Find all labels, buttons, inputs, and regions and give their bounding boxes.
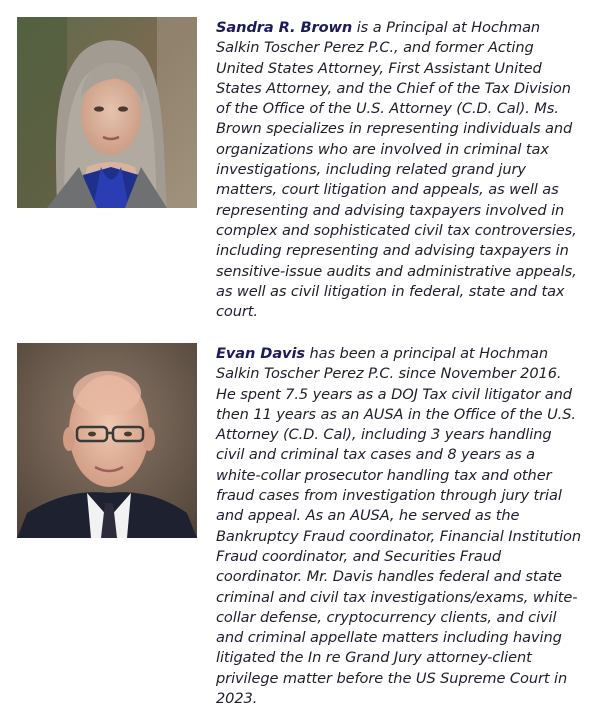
bio-description: is a Principal at Hochman Salkin Toscher Perez P.C., and former Acting United States Attorney, First Assistant United States Attorney, and the Chief of the Tax Division of the Office of the U.S. Attorney (C.D. Cal). Ms. Brown specializes in representing individuals and organizations who are involved in criminal tax investigations, including related grand jury matters, court litigation and appeals, as well as representing and advising taxpayers involved in complex and sophisticated civil tax controversies, including representing and advising taxpayers in sensitive-issue audits and administrative appeals, as well as civil litigation in federal, state and tax court. (216, 19, 577, 321)
bio-evan-davis (0, 335, 590, 716)
bio-description: has been a principal at Hochman Salkin Toscher Perez P.C. since November 2016. He spent 7.5 years as a DOJ Tax civil litigator and then 11 years as an AUSA in the Office of the U.S. Attorney (C.D. Cal), including 3 years handling civil and criminal tax cases and 8 years as a white-collar prosecutor handling tax and other fraud cases from investigation through jury trial and appeal. As an AUSA, he served as the Bankruptcy Fraud coordinator, Financial Institution Fraud coordinator, and Securities Fraud coordinator. Mr. Davis handles federal and state criminal and civil tax investigations/exams, white-collar defense, cryptocurrency clients, and civil and criminal appellate matters including having litigated the In re Grand Jury attorney-client privilege matter before the US Supreme Court in 2023. (216, 345, 582, 708)
bio-paragraph (216, 18, 584, 322)
bio-name: Evan Davis (216, 345, 305, 362)
portrait-photo (17, 17, 197, 208)
bio-paragraph (216, 344, 584, 709)
bio-name: Sandra R. Brown (216, 19, 353, 36)
bio-sandra-brown (0, 0, 590, 335)
portrait-photo (17, 343, 197, 538)
